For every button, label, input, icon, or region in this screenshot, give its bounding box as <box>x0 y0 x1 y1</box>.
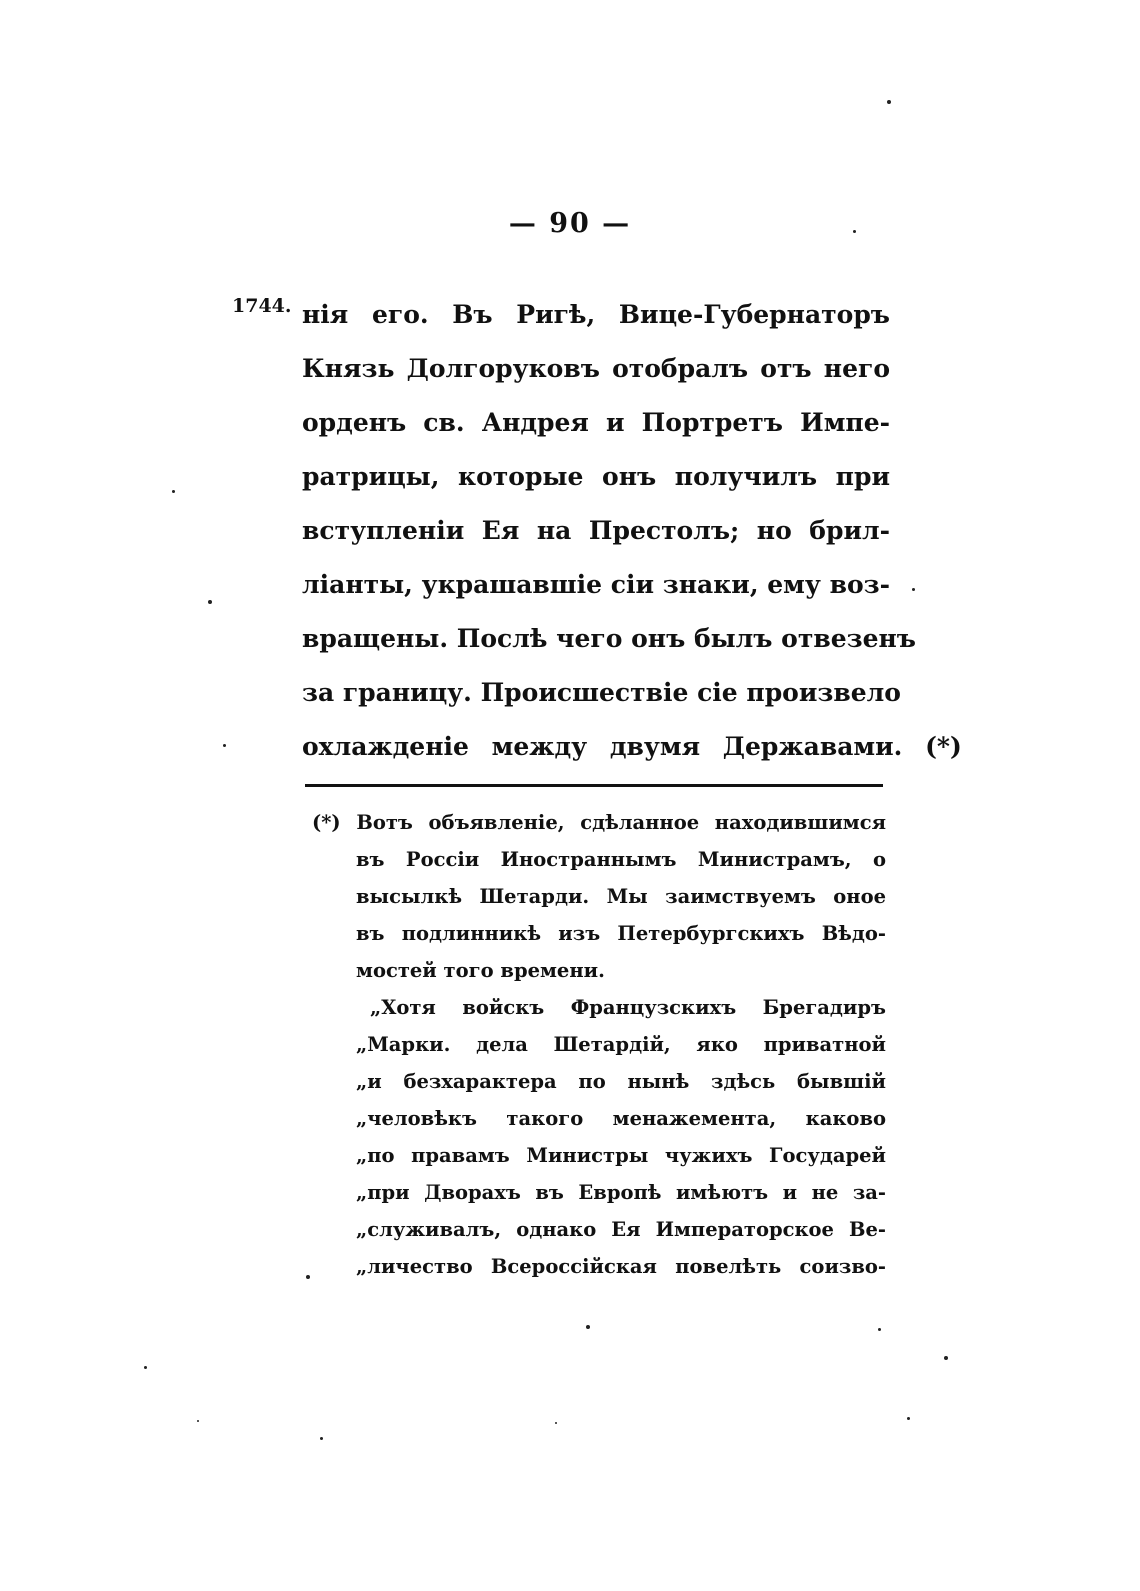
footnote-quote-line: „служивалъ, однако Ея Императорское Ве- <box>356 1218 886 1241</box>
scan-speck <box>586 1325 590 1329</box>
scan-speck <box>320 1437 323 1440</box>
main-text-line: Князь Долгоруковъ отобралъ отъ него <box>302 354 890 383</box>
scan-speck <box>223 744 226 747</box>
scan-speck <box>144 1366 147 1369</box>
main-text-line: ратрицы, которые онъ получилъ при <box>302 462 890 491</box>
page-number: — 90 — <box>508 208 632 239</box>
footnote-divider <box>305 784 883 787</box>
main-text-line: ліанты, украшавшіе сіи знаки, ему воз- <box>302 570 890 599</box>
footnote-block <box>312 804 886 1285</box>
main-text-line: орденъ св. Андрея и Портретъ Импе- <box>302 408 890 437</box>
margin-year-note: 1744. <box>232 295 292 317</box>
scan-speck <box>306 1275 310 1279</box>
scan-speck <box>887 100 891 104</box>
footnote-line: въ подлинникѣ изъ Петербургскихъ Вѣдо- <box>356 922 886 945</box>
footnote-quote-line: „человѣкъ такого менажемента, каково <box>356 1107 886 1130</box>
footnote-line: высылкѣ Шетарди. Мы заимствуемъ оное <box>356 885 886 908</box>
scan-speck <box>555 1422 557 1424</box>
main-text-block <box>302 288 962 774</box>
footnote-line: въ Россіи Иностраннымъ Министрамъ, о <box>356 848 886 871</box>
footnote-quote-line: „личество Всероссійская повелѣть соизво- <box>356 1255 886 1278</box>
scan-speck <box>208 600 212 604</box>
footnote-line: (*) Вотъ объявленіе, сдѣланное находившимся <box>312 811 886 834</box>
footnote-quote-line: „Хотя войскъ Французскихъ Брегадиръ <box>370 996 886 1019</box>
footnote-quote-line: „по правамъ Министры чужихъ Государей <box>356 1144 886 1167</box>
scan-speck <box>912 588 915 591</box>
main-text-line: за границу. Происшествіе сіе произвело <box>302 678 901 707</box>
scan-speck <box>197 1420 199 1422</box>
footnote-quote-line: „и безхарактера по нынѣ здѣсь бывшій <box>356 1070 886 1093</box>
main-text-line: вращены. Послѣ чего онъ былъ отвезенъ <box>302 624 916 653</box>
scan-speck <box>172 490 175 493</box>
main-text-line: нія его. Въ Ригѣ, Вице-Губернаторъ <box>302 300 890 329</box>
scan-speck <box>853 230 856 233</box>
scan-speck <box>878 1328 881 1331</box>
main-text-line: вступленіи Ея на Престолъ; но брил- <box>302 516 890 545</box>
footnote-quote-line: „при Дворахъ въ Европѣ имѣютъ и не за- <box>356 1181 886 1204</box>
scan-speck <box>907 1417 910 1420</box>
footnote-line: мостей того времени. <box>356 959 605 982</box>
footnote-quote-line: „Марки. дела Шетардій, яко приватной <box>356 1033 886 1056</box>
main-text-line: охлажденіе между двумя Державами. (*) <box>302 732 962 761</box>
scan-speck <box>944 1356 948 1360</box>
